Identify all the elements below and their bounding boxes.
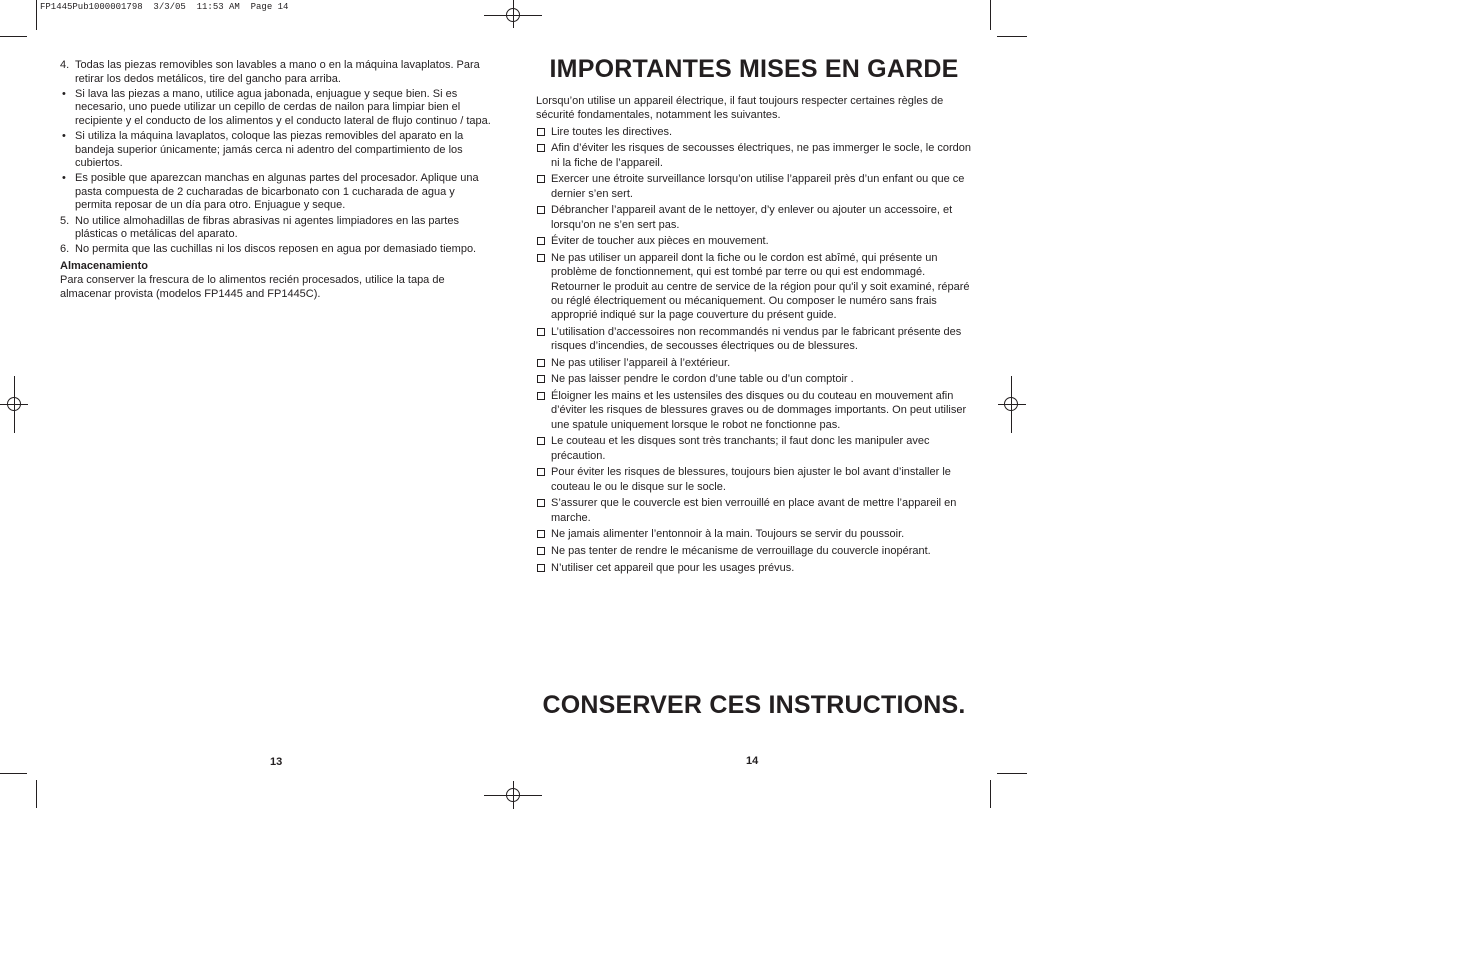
cleaning-list-item — [60, 243, 492, 257]
page-number-left: 13 — [270, 756, 283, 768]
safeguard-item — [536, 325, 972, 354]
checkbox-square-icon — [537, 254, 545, 262]
page-title: IMPORTANTES MISES EN GARDE — [549, 55, 959, 83]
crop-mark — [0, 36, 27, 37]
cleaning-list-item — [60, 88, 492, 129]
cleaning-list-item — [60, 130, 492, 171]
cleaning-list-item — [60, 59, 492, 86]
safeguard-item — [536, 527, 972, 541]
safeguard-text: N’utiliser cet appareil que pour les usages prévus. — [551, 561, 795, 574]
safeguard-item — [536, 496, 972, 525]
page-number-right: 14 — [746, 755, 759, 767]
registration-mark-circle — [7, 397, 21, 411]
checkbox-square-icon — [537, 468, 545, 476]
crop-mark — [36, 780, 37, 808]
safeguard-item — [536, 356, 972, 370]
safeguard-text: Débrancher l’appareil avant de le nettoyer, d’y enlever ou ajouter un accessoire, et lorsqu’on ne s’en sert pas. — [551, 204, 953, 231]
intro-paragraph: Lorsqu’on utilise un appareil électrique, il faut toujours respecter certaines règles de sécurité fondamentales, notamment les suivantes. — [536, 95, 944, 122]
registration-mark-circle — [1004, 397, 1018, 411]
storage-heading: Almacenamiento — [60, 259, 149, 272]
checkbox-square-icon — [537, 375, 545, 383]
crop-mark — [0, 773, 27, 774]
list-item-text: No utilice almohadillas de fibras abrasivas ni agentes limpiadores en las partes plásticas o metálicas del aparato. — [75, 214, 459, 241]
safeguard-item — [536, 465, 972, 494]
crop-mark — [990, 0, 991, 30]
checkbox-square-icon — [537, 328, 545, 336]
cleaning-list-item — [60, 172, 492, 213]
checkbox-square-icon — [537, 547, 545, 555]
storage-paragraph: Para conserver la frescura de lo alimentos recién procesados, utilice la tapa de almacenar provista (modelos FP1445 and FP1445C). — [60, 274, 445, 300]
checkbox-square-icon — [537, 359, 545, 367]
checkbox-square-icon — [537, 206, 545, 214]
safeguard-text: Le couteau et les disques sont très tranchants; il faut donc les manipuler avec précaution. — [551, 435, 930, 462]
checkbox-square-icon — [537, 128, 545, 136]
safeguard-item — [536, 372, 972, 386]
safeguard-text: S’assurer que le couvercle est bien verrouillé en place avant de mettre l’appareil en marche. — [551, 497, 957, 524]
list-marker: 6. — [60, 243, 70, 256]
closing-heading: CONSERVER CES INSTRUCTIONS. — [542, 691, 966, 719]
registration-mark-circle — [506, 8, 520, 22]
checkbox-square-icon — [537, 499, 545, 507]
checkbox-square-icon — [537, 175, 545, 183]
left-page-column — [60, 59, 492, 302]
safeguard-text: Ne pas utiliser un appareil dont la fiche ou le cordon est abîmé, qui présente un problème de fonctionnement, qui est tombé par terre ou qui est endommagé. Retourner le produit au centre de service de la région pour qu'il y soit examiné, réparé ou réglé électriquement ou mécaniquement. Ou composer le numéro sans frais approprié indiqué sur la page couverture du présent guide. — [551, 251, 970, 322]
list-item-text: No permita que las cuchillas ni los discos reposen en agua por demasiado tiempo. — [75, 243, 477, 256]
print-slug-line: FP1445Pub1000001798 3/3/05 11:53 AM Page 14 — [40, 2, 289, 12]
checkbox-square-icon — [537, 237, 545, 245]
safeguard-item — [536, 125, 972, 139]
crop-mark — [990, 780, 991, 808]
list-marker: • — [62, 87, 66, 100]
safeguard-text: Éviter de toucher aux pièces en mouvement. — [551, 235, 769, 248]
safeguard-item — [536, 434, 972, 463]
safeguard-text: Éloigner les mains et les ustensiles des disques ou du couteau en mouvement afin d’éviter les risques de blessures graves ou de dommages importants. On peut utiliser une spatule uniquement lorsque le robot ne fonctionne pas. — [551, 390, 967, 431]
list-item-text: Es posible que aparezcan manchas en algunas partes del procesador. Aplique una pasta compuesta de 2 cucharadas de bicarbonato con 1 cucharada de agua y permita reposar de un día para otro. Enjuague y seque. — [75, 172, 479, 212]
safeguard-text: Afin d’éviter les risques de secousses électriques, ne pas immerger le socle, le cordon ni la fiche de l’appareil. — [551, 142, 972, 169]
safeguard-text: Ne pas laisser pendre le cordon d’une table ou d’un comptoir . — [551, 373, 854, 386]
safeguard-text: Pour éviter les risques de blessures, toujours bien ajuster le bol avant d’installer le couteau le ou le disque sur le socle. — [551, 466, 951, 493]
checkbox-square-icon — [537, 530, 545, 538]
list-marker: • — [62, 172, 66, 185]
registration-mark-circle — [506, 788, 520, 802]
checkbox-square-icon — [537, 144, 545, 152]
checkbox-square-icon — [537, 392, 545, 400]
safeguard-text: Ne jamais alimenter l’entonnoir à la main. Toujours se servir du poussoir. — [551, 528, 905, 541]
safeguard-item — [536, 561, 972, 575]
crop-mark — [997, 36, 1027, 37]
safeguard-text: Lire toutes les directives. — [551, 125, 673, 138]
cleaning-list-item — [60, 215, 492, 242]
safeguard-item — [536, 203, 972, 232]
crop-mark — [997, 773, 1027, 774]
list-item-text: Si utiliza la máquina lavaplatos, coloque las piezas removibles del aparato en la bandeja superior únicamente; jamás cerca ni adentro del compartimiento de los cubiertos. — [75, 129, 464, 170]
list-marker: 4. — [60, 59, 70, 71]
safeguard-text: Ne pas tenter de rendre le mécanisme de verrouillage du couvercle inopérant. — [551, 545, 931, 558]
checkbox-square-icon — [537, 564, 545, 572]
safeguard-item — [536, 251, 972, 322]
right-page-column — [536, 94, 972, 577]
safeguard-item — [536, 389, 972, 432]
list-item-text: Si lava las piezas a mano, utilice agua jabonada, enjuague y seque bien. Si es necesario, uno puede utilizar un cepillo de cerdas de nailon para limpiar bien el recipiente y el conducto de los alimentos y el conducto lateral de flujo continuo / tapa. — [75, 87, 491, 127]
checkbox-square-icon — [537, 437, 545, 445]
safeguard-text: Ne pas utiliser l’appareil à l’extérieur. — [551, 356, 731, 369]
list-marker: 5. — [60, 214, 70, 227]
safeguard-item — [536, 141, 972, 170]
list-item-text: Todas las piezas removibles son lavables a mano o en la máquina lavaplatos. Para retirar los dedos metálicos, tire del gancho para arriba. — [75, 59, 480, 85]
list-marker: • — [62, 129, 66, 142]
safeguard-item — [536, 544, 972, 558]
crop-mark — [36, 0, 37, 30]
safeguard-item — [536, 172, 972, 201]
safeguard-text: L’utilisation d’accessoires non recommandés ni vendus par le fabricant présente des risques d’incendies, de secousses électriques ou de blessures. — [551, 325, 962, 353]
safeguard-text: Exercer une étroite surveillance lorsqu’on utilise l’appareil près d’un enfant ou que ce dernier s’en sert. — [551, 173, 965, 200]
safeguard-item — [536, 234, 972, 248]
